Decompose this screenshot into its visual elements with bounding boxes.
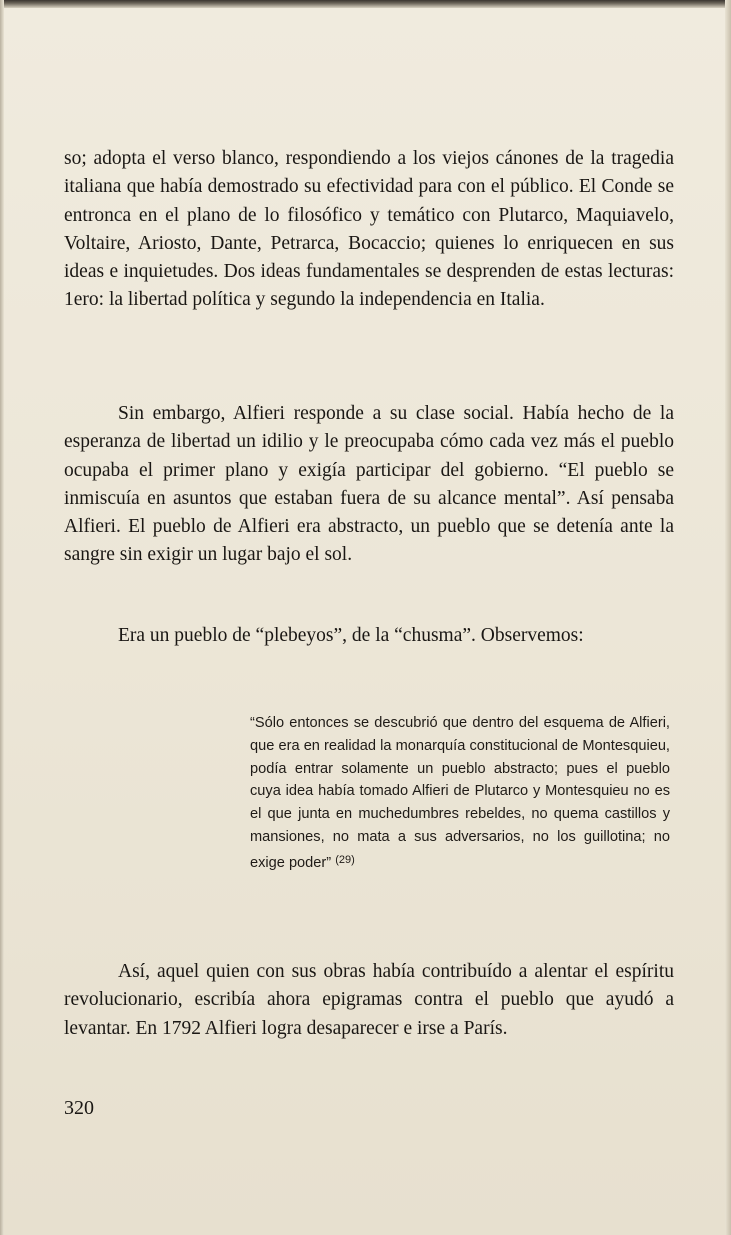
paragraph-continuation: so; adopta el verso blanco, respondiendo a los viejos cánones de la tragedia italiana que había demostrado su efectividad para con el público. El Conde se entronca en el plano de lo filosófico y temático con Plutarco, Maquiavelo, Voltaire, Ariosto, Dante, Petrarca, Bocaccio; quienes lo enriquecen en sus ideas e inquietudes. Dos ideas fundamentales se desprenden de estas lecturas: 1ero: la libertad política y segundo la independencia en Italia. xyxy=(64,148,674,311)
paragraph-alfieri-social-class: Sin embargo, Alfieri responde a su clase social. Había hecho de la esperanza de libertad un idilio y le preocupaba cómo cada vez más el pueblo ocupaba el primer plano y exigía participar del gobierno. “El pueblo se inmiscuía en asuntos que estaban fuera de su alcance mental”. Así pensaba Alfieri. El pueblo de Alfieri era abstracto, un pueblo que se detenía ante la sangre sin exigir un lugar bajo el sol. xyxy=(64,403,674,566)
paragraph-plebeyos: Era un pueblo de “plebeyos”, de la “chusma”. Observemos: xyxy=(118,625,584,646)
page-right-edge xyxy=(725,0,731,1235)
paragraph-conclusion: Así, aquel quien con sus obras había contribuído a alentar el espíritu revolucionario, escribía ahora epigramas contra el pueblo que ayudó a levantar. En 1792 Alfieri logra desaparecer e irse a París. xyxy=(64,961,674,1039)
block-quote xyxy=(250,712,670,875)
block-quote-text: “Sólo entonces se descubrió que dentro del esquema de Alfieri, que era en realidad la monarquía constitucional de Montesquieu, podía entrar solamente un pueblo abstracto; pues el pueblo cuya idea había tomado Alfieri de Plutarco y Montesquieu no es el que junta en muchedumbres rebeldes, no quema castillos y mansiones, no mata a sus adversarios, no los guillotina; no exige poder” xyxy=(250,715,670,871)
page-number: 320 xyxy=(64,1097,94,1119)
page-top-edge xyxy=(0,0,731,8)
footnote-reference: (29) xyxy=(335,853,355,866)
page-left-edge xyxy=(0,0,4,1235)
